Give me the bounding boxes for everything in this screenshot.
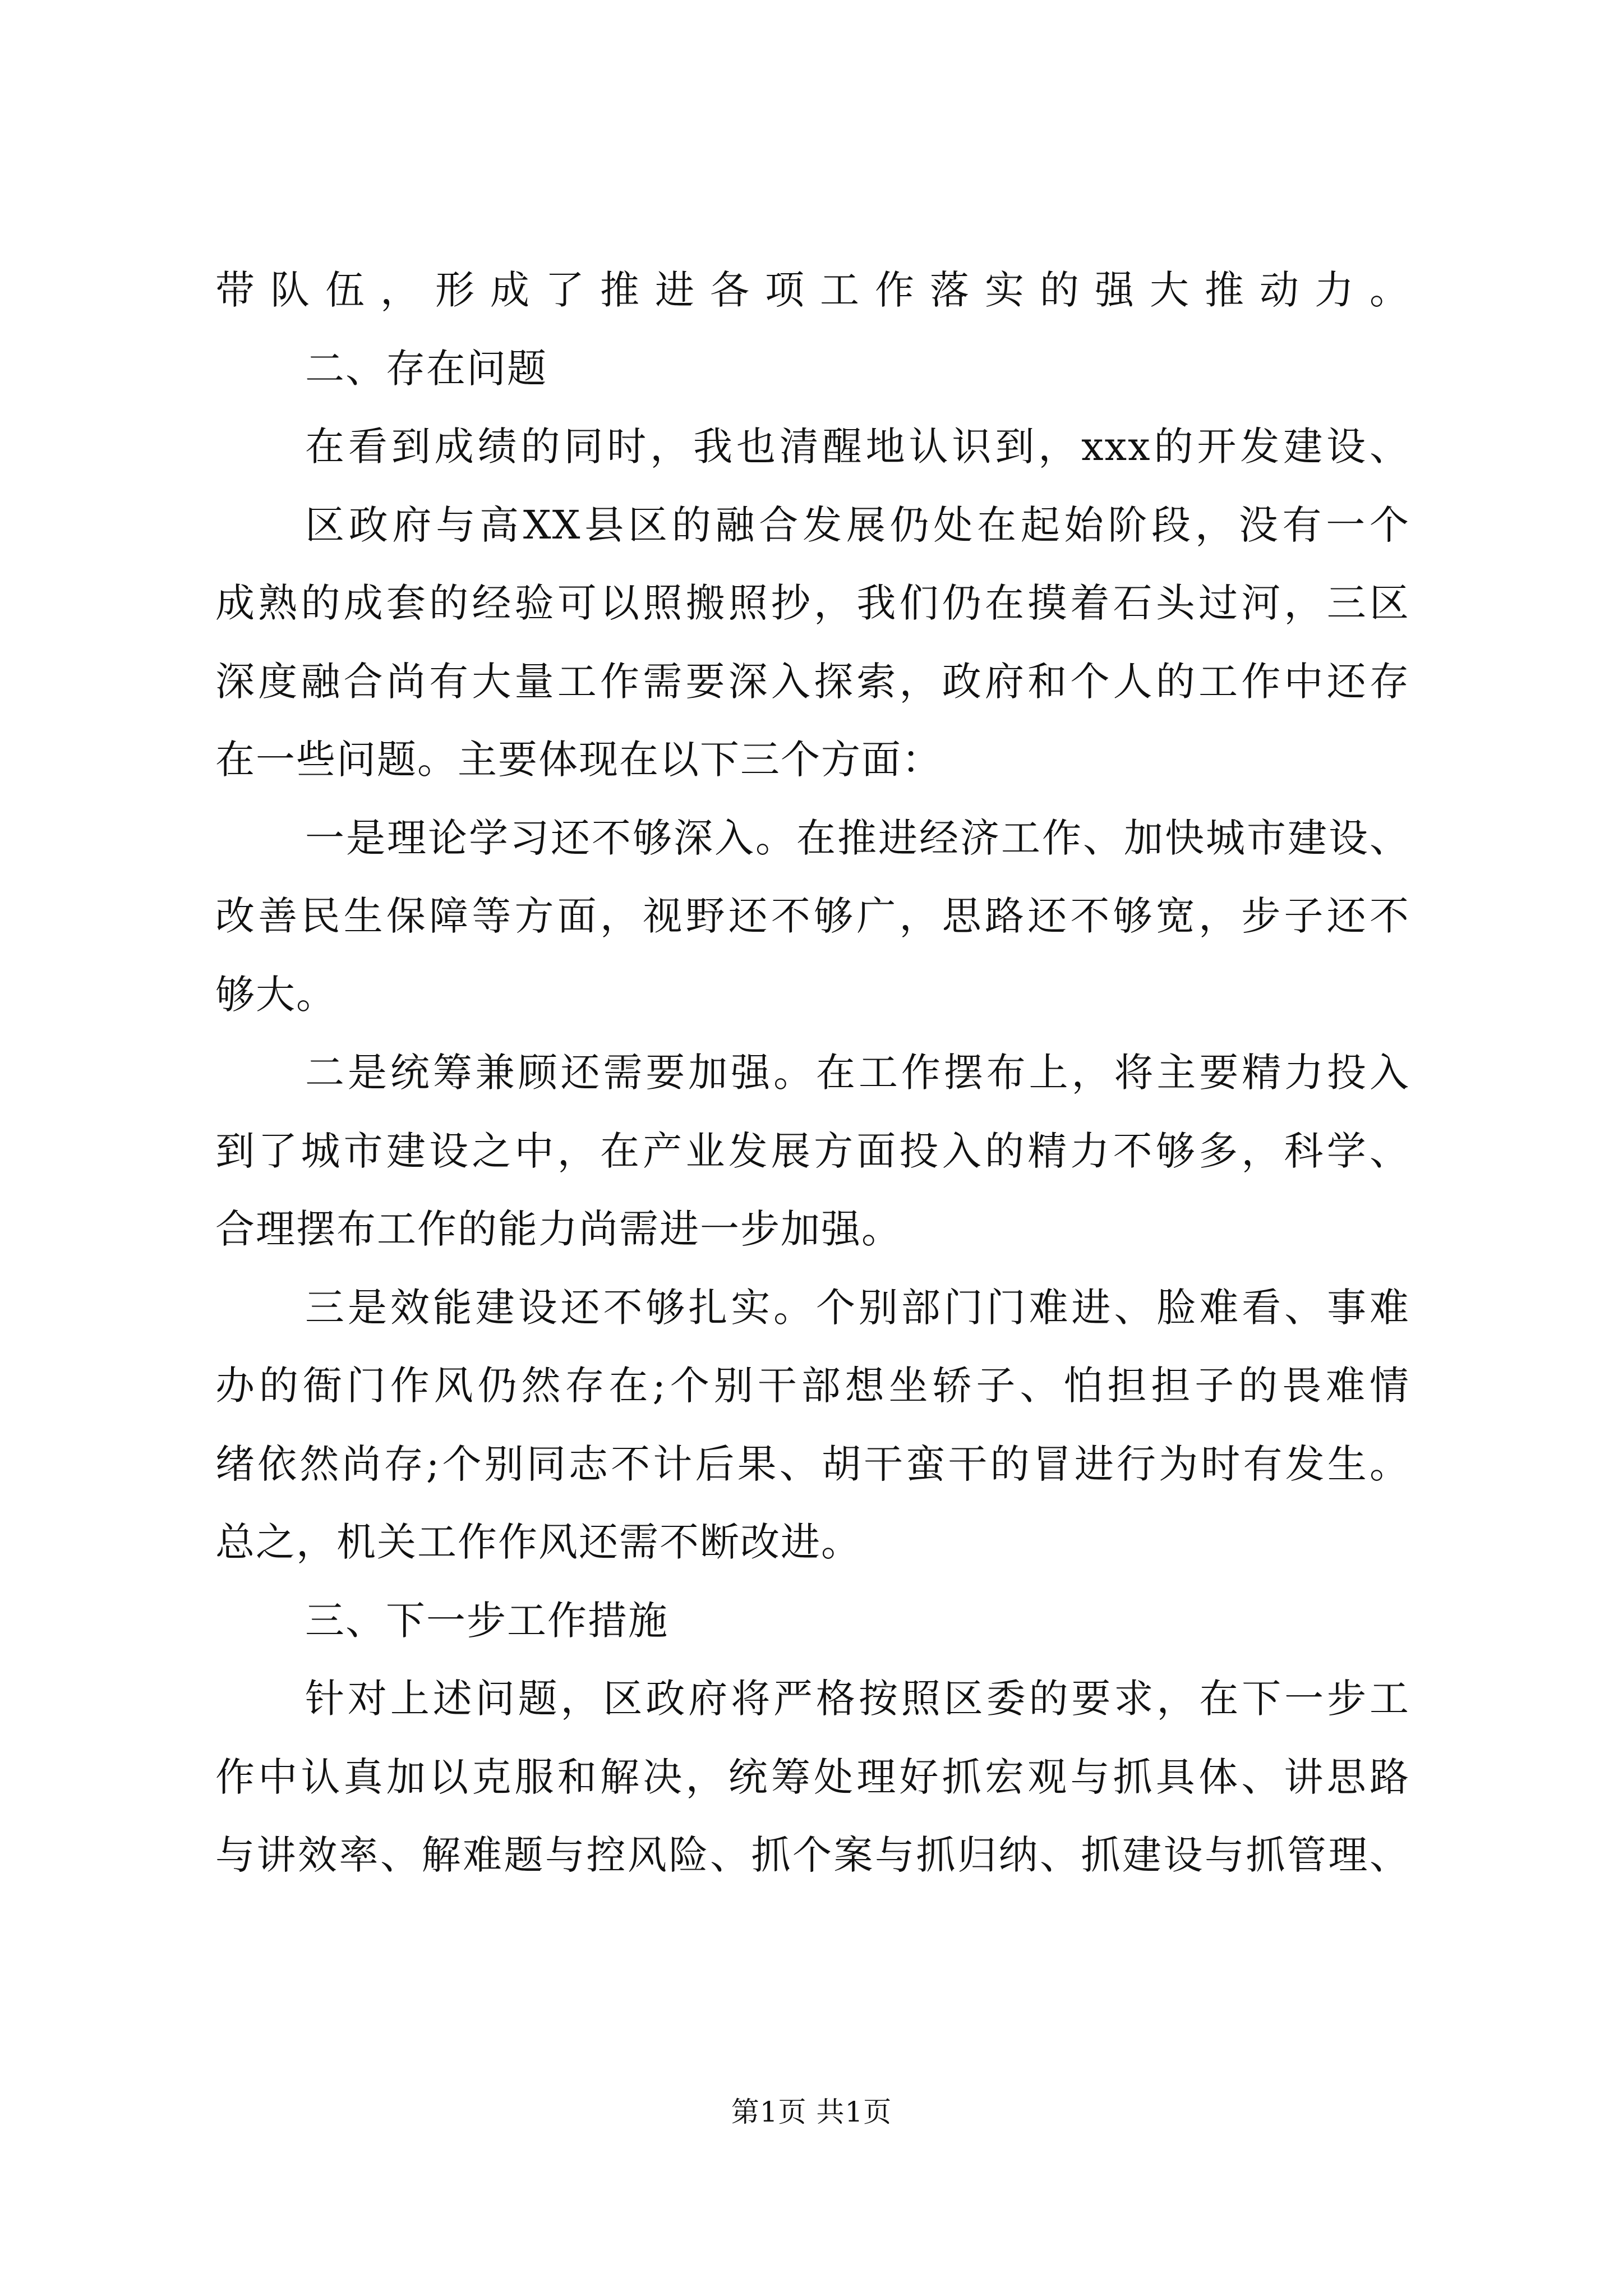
text-line: 带队伍，形成了推进各项工作落实的强大推动力。 (215, 267, 1410, 313)
text-line: 绪依然尚存;个别同志不计后果、胡干蛮干的冒进行为时有发生。 (215, 1441, 1410, 1487)
text-line: 针对上述问题，区政府将严格按照区委的要求，在下一步工 (305, 1676, 1410, 1722)
text-line: 改善民生保障等方面，视野还不够广，思路还不够宽，步子还不 (215, 893, 1410, 939)
text-line: 三是效能建设还不够扎实。个别部门门难进、脸难看、事难 (305, 1284, 1410, 1331)
text-line: 二是统筹兼顾还需要加强。在工作摆布上，将主要精力投入 (305, 1050, 1410, 1096)
text-line: 在一些问题。主要体现在以下三个方面： (215, 737, 942, 783)
text-line: 一是理论学习还不够深入。在推进经济工作、加快城市建设、 (305, 815, 1410, 861)
text-line: 作中认真加以克服和解决，统筹处理好抓宏观与抓具体、讲思路 (215, 1754, 1410, 1800)
text-line: 深度融合尚有大量工作需要深入探索，政府和个人的工作中还存 (215, 658, 1410, 705)
text-line: 与讲效率、解难题与控风险、抓个案与抓归纳、抓建设与抓管理、 (215, 1832, 1410, 1878)
section-heading: 二、存在问题 (305, 345, 547, 392)
text-line: 总之，机关工作作风还需不断改进。 (215, 1519, 861, 1565)
text-line: 够大。 (215, 971, 336, 1018)
text-line: 办的衙门作风仍然存在;个别干部想坐轿子、怕担担子的畏难情 (215, 1363, 1410, 1409)
text-line: 成熟的成套的经验可以照搬照抄，我们仍在摸着石头过河，三区 (215, 580, 1410, 626)
text-line: 合理摆布工作的能力尚需进一步加强。 (215, 1206, 902, 1252)
text-line: 到了城市建设之中，在产业发展方面投入的精力不够多，科学、 (215, 1128, 1410, 1174)
text-line: 区政府与高XX县区的融合发展仍处在起始阶段，没有一个 (305, 501, 1410, 548)
text-line: 在看到成绩的同时，我也清醒地认识到，xxx的开发建设、 (305, 424, 1410, 470)
page-footer: 第1页 共1页 (731, 2096, 892, 2128)
document-body (215, 251, 1410, 1895)
section-heading: 三、下一步工作措施 (305, 1597, 668, 1644)
